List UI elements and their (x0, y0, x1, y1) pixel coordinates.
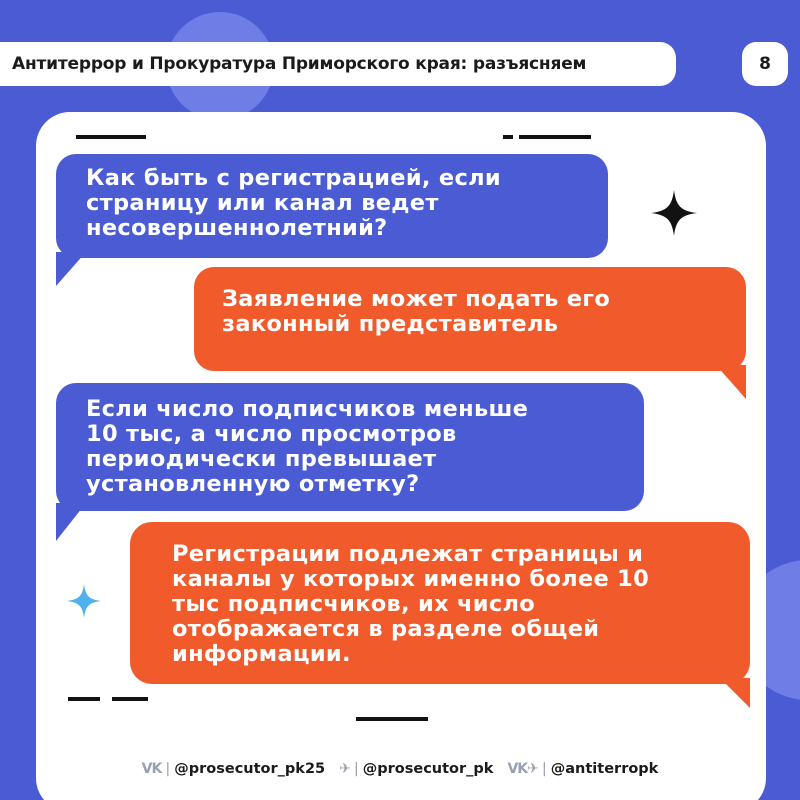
question-bubble (56, 383, 644, 511)
telegram-icon: ✈ (339, 761, 350, 777)
page-title: Антитеррор и Прокуратура Приморского края: разъясняем (12, 54, 587, 74)
decor-dash (112, 697, 148, 701)
page-number-badge: 8 (742, 42, 788, 86)
account-handle: @antiterropk (550, 761, 659, 777)
decor-dash (76, 135, 146, 139)
bubble-tail (56, 252, 86, 286)
bubble-tail (720, 678, 750, 708)
question-text: Если число подписчиков меньше 10 тыс, а число просмотров периодически превышает установленную отметку? (86, 396, 529, 497)
decor-dash (68, 697, 100, 701)
question-text: Как быть с регистрацией, если страницу или канал ведет несовершеннолетний? (86, 165, 501, 241)
decor-dash (519, 135, 591, 139)
vk-icon: VK (141, 761, 162, 777)
separator: | (353, 761, 359, 777)
decor-dash (503, 135, 513, 139)
footer-account-vk[interactable] (142, 761, 325, 777)
account-handle: @prosecutor_pk (362, 761, 494, 777)
footer-account-antiterror[interactable] (507, 761, 658, 777)
separator: | (541, 761, 547, 777)
bubble-tail (716, 365, 746, 399)
sparkle-icon (651, 190, 697, 236)
social-footer (0, 756, 800, 782)
question-bubble (56, 154, 608, 258)
answer-bubble (130, 522, 750, 684)
answer-text: Регистрации подлежат страницы и каналы у которых именно более 10 тыс подписчиков, их число отображается в разделе общей информации. (172, 541, 650, 667)
sparkle-icon (67, 584, 101, 618)
separator: | (165, 761, 171, 777)
decor-dash (356, 717, 428, 721)
vk-telegram-icon: VK✈ (507, 761, 538, 777)
account-handle: @prosecutor_pk25 (174, 761, 326, 777)
answer-text: Заявление может подать его законный представитель (222, 286, 611, 337)
bubble-tail (56, 503, 86, 541)
answer-bubble (194, 267, 746, 371)
header-bar (0, 42, 676, 86)
footer-account-telegram[interactable] (339, 761, 493, 777)
